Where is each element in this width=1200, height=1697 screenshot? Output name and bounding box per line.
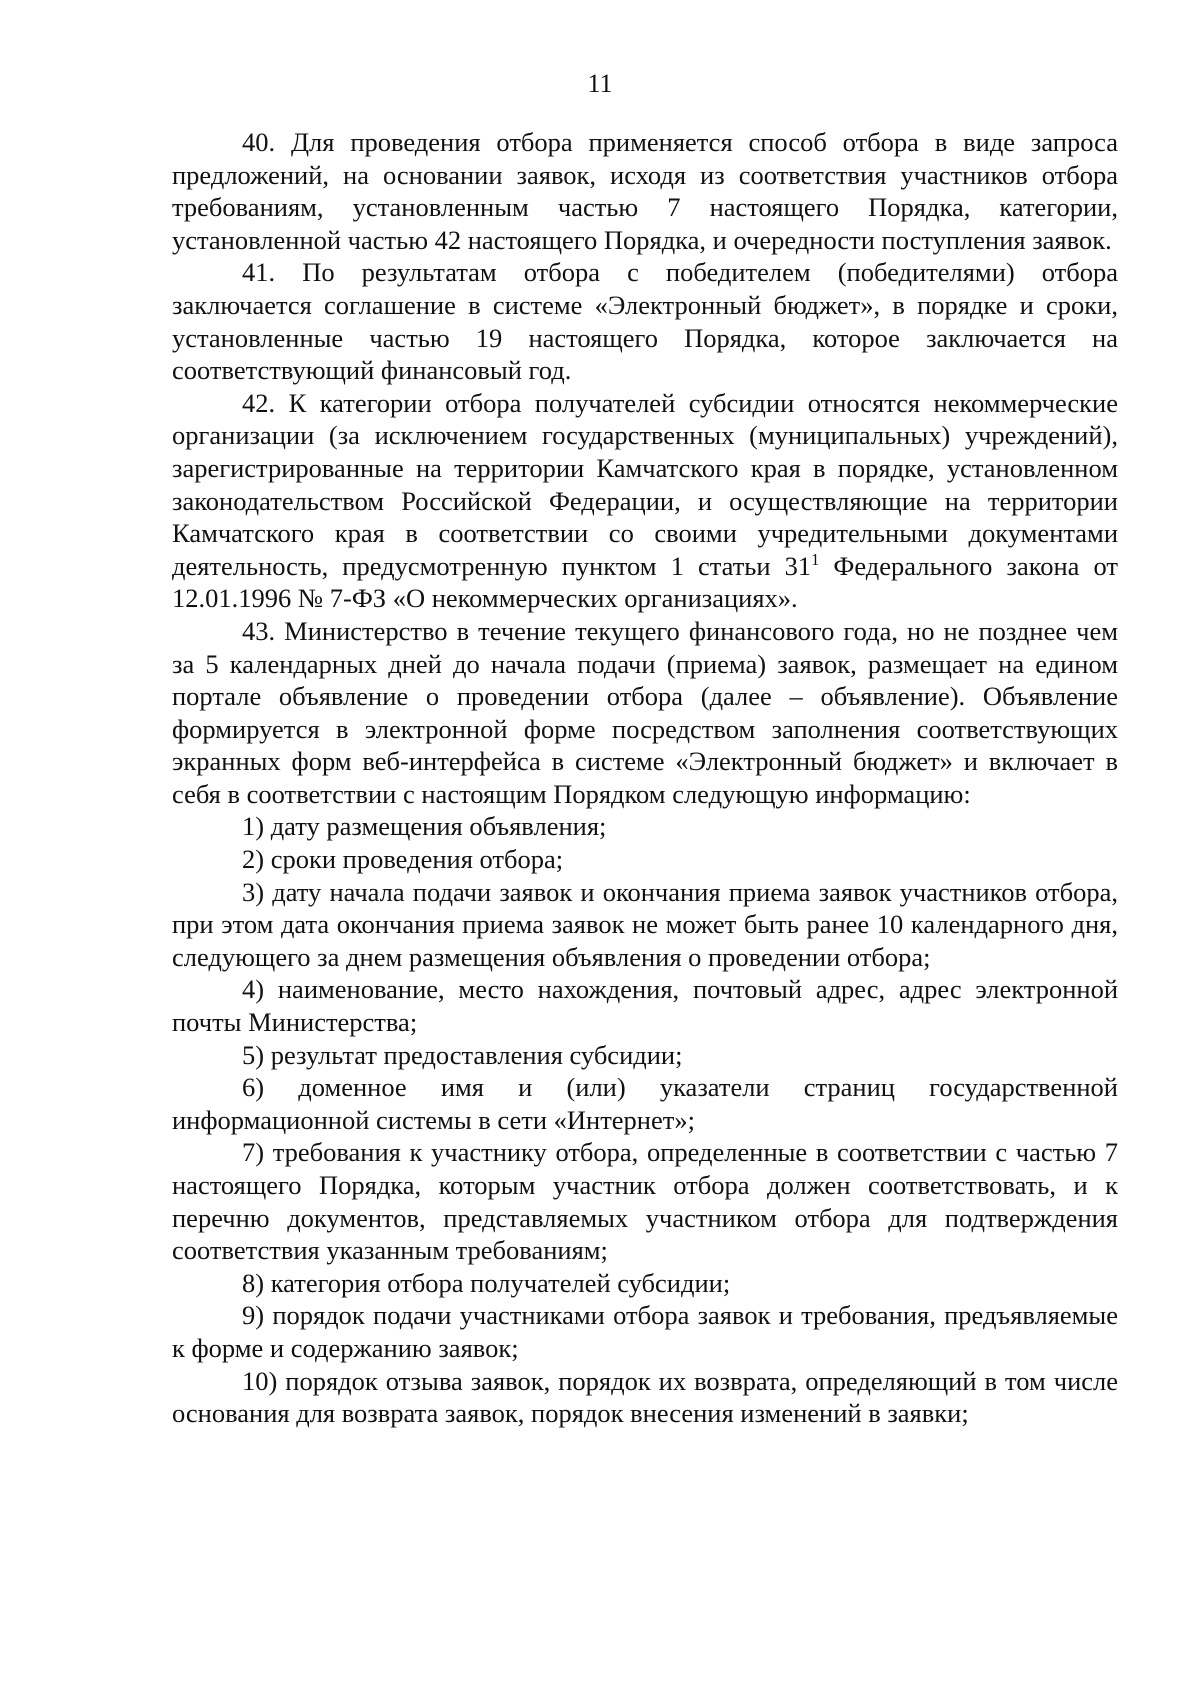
list-item-9: 9) порядок подачи участниками отбора заявок и требования, предъявляемые к форме и содержанию заявок; bbox=[172, 1300, 1118, 1363]
paragraph-42-text-after: Федерального закона от 12.01.1996 № 7-ФЗ «О некоммерческих организациях». bbox=[172, 550, 1118, 614]
list-item-2: 2) сроки проведения отбора; bbox=[242, 844, 564, 875]
paragraph-42 bbox=[172, 387, 1118, 615]
list-item-3: 3) дату начала подачи заявок и окончания приема заявок участников отбора, при этом дата окончания приема заявок не может быть ранее 10 календарного дня, следующего за днем размещения объявления о проведении отбора; bbox=[172, 876, 1118, 972]
list-item-7: 7) требования к участнику отбора, определенные в соответствии с частью 7 настоящего Порядка, которым участник отбора должен соответствовать, и к перечню документов, представляемых участником отбора для подтверждения соответствия указанным требованиям; bbox=[172, 1137, 1118, 1266]
list-item-1: 1) дату размещения объявления; bbox=[242, 811, 607, 842]
paragraph-41: 41. По результатам отбора с победителем (победителями) отбора заключается соглашение в системе «Электронный бюджет», в порядке и сроки, установленные частью 19 настоящего Порядка, которое заключается на соответствующий финансовый год. bbox=[172, 257, 1118, 386]
paragraph-40: 40. Для проведения отбора применяется способ отбора в виде запроса предложений, на основании заявок, исходя из соответствия участников отбора требованиям, установленным частью 7 настоящего Порядка, категории, установленной частью 42 настоящего Порядка, и очередности поступления заявок. bbox=[172, 127, 1118, 255]
list-item-10: 10) порядок отзыва заявок, порядок их возврата, определяющий в том числе основания для возврата заявок, порядок внесения изменений в заявки; bbox=[172, 1365, 1118, 1429]
paragraph-43: 43. Министерство в течение текущего финансового года, но не позднее чем за 5 календарных дней до начала подачи (приема) заявок, размещает на едином портале объявление о проведении отбора (далее – объявление). Объявление формируется в электронной форме посредством заполнения соответствующих экранных форм веб-интерфейса в системе «Электронный бюджет» и включает в себя в соответствии с настоящим Порядком следующую информацию: bbox=[172, 615, 1118, 809]
list-item-5: 5) результат предоставления субсидии; bbox=[242, 1039, 683, 1070]
paragraph-42-text-before: 42. К категории отбора получателей субсидии относятся некоммерческие организации (за исключением государственных (муниципальных) учреждений), зарегистрированные на территории Камчатского края в порядке, установленном законодательством Российской Федерации, и осуществляющие на территории Камчатского края в соответствии со своими учредительными документами деятельность, предусмотренную пунктом 1 статьи 31 bbox=[172, 387, 1118, 581]
list-item-8: 8) категория отбора получателей субсидии; bbox=[242, 1267, 731, 1298]
document-body bbox=[172, 126, 1118, 1430]
page-number: 11 bbox=[587, 69, 613, 98]
list-item-4: 4) наименование, место нахождения, почтовый адрес, адрес электронной почты Министерства; bbox=[172, 974, 1118, 1038]
article-superscript: 1 bbox=[811, 549, 820, 569]
list-item-6: 6) доменное имя и (или) указатели страниц государственной информационной системы в сети «Интернет»; bbox=[172, 1072, 1118, 1135]
